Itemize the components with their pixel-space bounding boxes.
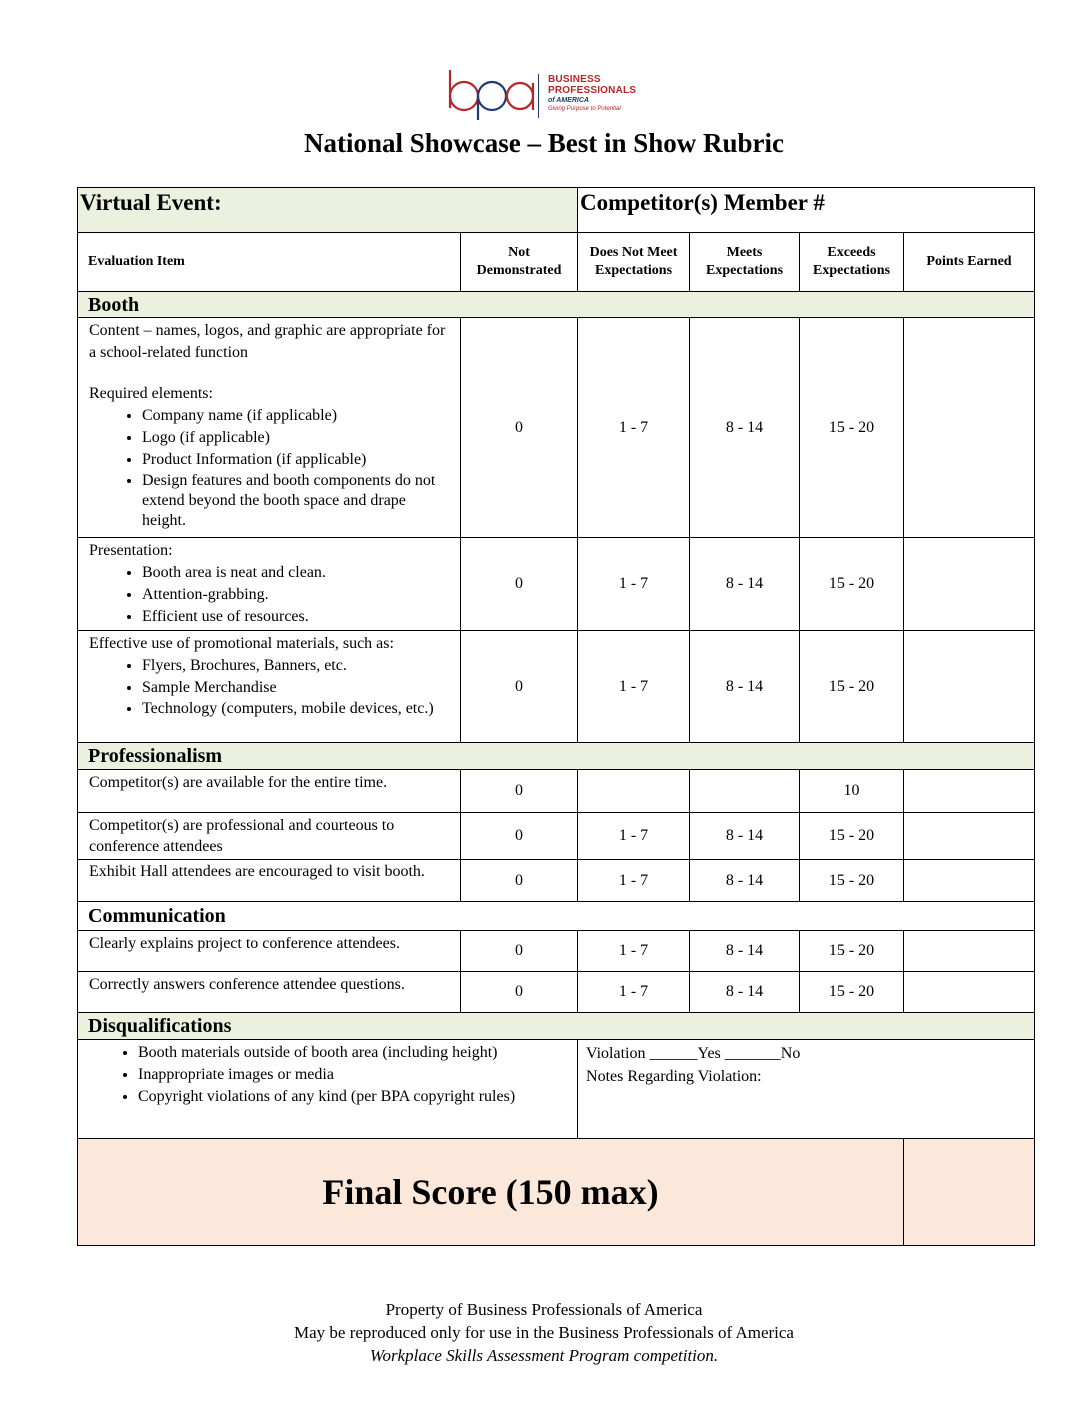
footer-line-1: Property of Business Professionals of America (385, 1300, 703, 1319)
list-item: • Attention-grabbing. (142, 584, 452, 606)
score-cell: 1 - 7 (578, 318, 690, 538)
content-required: Required elements: (89, 385, 213, 402)
score-cell: 1 - 7 (578, 972, 690, 1013)
footer (0, 1298, 1088, 1367)
list-item: • Product Information (if applicable) (142, 449, 452, 471)
content-item (78, 318, 461, 538)
promo-item (78, 631, 461, 743)
professionalism-item: Competitor(s) are professional and courteous to conference attendees (78, 813, 461, 860)
presentation-intro: Presentation: (89, 542, 173, 559)
logo-line-1: BUSINESS (548, 74, 601, 85)
score-cell: 8 - 14 (690, 972, 800, 1013)
score-cell: 0 (461, 860, 578, 902)
header-evaluation-item: Evaluation Item (78, 233, 461, 292)
logo-text (548, 74, 636, 113)
logo-line-2: PROFESSIONALS (548, 85, 637, 96)
list-item: • Company name (if applicable) (142, 405, 452, 427)
score-cell: 10 (800, 770, 904, 813)
score-cell: 1 - 7 (578, 538, 690, 631)
points-earned-cell[interactable] (904, 931, 1035, 972)
competitor-member-label: Competitor(s) Member # (578, 188, 1035, 233)
footer-line-2: May be reproduced only for use in the Business Professionals of America (294, 1323, 794, 1342)
score-cell: 0 (461, 631, 578, 743)
score-cell (690, 770, 800, 813)
score-cell: 8 - 14 (690, 813, 800, 860)
list-item: • Booth materials outside of booth area (including height) (138, 1042, 577, 1064)
list-item: • Sample Merchandise (142, 677, 452, 699)
violation-cell (578, 1040, 1035, 1139)
promo-intro: Effective use of promotional materials, such as: (89, 635, 394, 652)
score-cell: 15 - 20 (800, 538, 904, 631)
section-disqualifications: Disqualifications (78, 1013, 1035, 1040)
presentation-item (78, 538, 461, 631)
header-does-not-meet: Does Not Meet Expectations (578, 233, 690, 292)
points-earned-cell[interactable] (904, 631, 1035, 743)
header-points-earned: Points Earned (904, 233, 1035, 292)
disqualification-list-cell (78, 1040, 578, 1139)
score-cell: 0 (461, 318, 578, 538)
score-cell: 0 (461, 972, 578, 1013)
points-earned-cell[interactable] (904, 860, 1035, 902)
list-item: • Technology (computers, mobile devices, etc.) (142, 699, 452, 719)
section-professionalism: Professionalism (78, 743, 1035, 770)
score-cell: 15 - 20 (800, 860, 904, 902)
score-cell: 0 (461, 931, 578, 972)
header-meets: Meets Expectations (690, 233, 800, 292)
score-cell: 0 (461, 770, 578, 813)
score-cell: 8 - 14 (690, 931, 800, 972)
professionalism-item: Competitor(s) are available for the entire time. (78, 770, 461, 813)
score-cell: 15 - 20 (800, 318, 904, 538)
communication-item: Correctly answers conference attendee questions. (78, 972, 461, 1013)
list-item: • Copyright violations of any kind (per BPA copyright rules) (138, 1086, 577, 1108)
violation-notes-label: Notes Regarding Violation: (586, 1068, 762, 1085)
score-cell: 8 - 14 (690, 318, 800, 538)
document-title: National Showcase – Best in Show Rubric (303, 128, 785, 158)
score-cell: 8 - 14 (690, 860, 800, 902)
score-cell: 0 (461, 538, 578, 631)
points-earned-cell[interactable] (904, 538, 1035, 631)
score-cell: 15 - 20 (800, 931, 904, 972)
header-not-demonstrated: Not Demonstrated (461, 233, 578, 292)
logo-divider (538, 74, 539, 118)
disqualification-bullets (78, 1042, 577, 1108)
logo-line-4: Giving Purpose to Potential (548, 106, 621, 112)
score-cell: 15 - 20 (800, 972, 904, 1013)
rubric-table (77, 187, 1035, 1246)
virtual-event-label: Virtual Event: (78, 188, 578, 233)
score-cell: 1 - 7 (578, 931, 690, 972)
points-earned-cell[interactable] (904, 813, 1035, 860)
list-item: • Flyers, Brochures, Banners, etc. (142, 655, 452, 677)
section-booth: Booth (78, 292, 1035, 318)
score-cell: 15 - 20 (800, 631, 904, 743)
content-bullets (89, 405, 452, 531)
score-cell: 1 - 7 (578, 860, 690, 902)
score-cell: 1 - 7 (578, 813, 690, 860)
score-cell: 1 - 7 (578, 631, 690, 743)
score-cell: 15 - 20 (800, 813, 904, 860)
final-score-label: Final Score (150 max) (78, 1139, 904, 1246)
final-score-value-cell[interactable] (904, 1139, 1035, 1246)
list-item: • Design features and booth components do not extend beyond the booth space and drape height. (142, 471, 452, 531)
points-earned-cell[interactable] (904, 972, 1035, 1013)
list-item: • Inappropriate images or media (138, 1064, 577, 1086)
presentation-bullets (89, 562, 452, 628)
score-cell: 8 - 14 (690, 538, 800, 631)
communication-item: Clearly explains project to conference attendees. (78, 931, 461, 972)
content-intro: Content – names, logos, and graphic are appropriate for a school-related function (89, 322, 446, 361)
violation-line: Violation ______Yes _______No (586, 1045, 801, 1062)
header-exceeds: Exceeds Expectations (800, 233, 904, 292)
list-item: • Booth area is neat and clean. (142, 562, 452, 584)
list-item: • Logo (if applicable) (142, 427, 452, 449)
footer-line-3: Workplace Skills Assessment Program competition. (369, 1346, 719, 1365)
promo-bullets (89, 655, 452, 719)
professionalism-item: Exhibit Hall attendees are encouraged to visit booth. (78, 860, 461, 902)
score-cell (578, 770, 690, 813)
score-cell: 8 - 14 (690, 631, 800, 743)
list-item: • Efficient use of resources. (142, 606, 452, 628)
section-communication: Communication (78, 902, 1035, 931)
score-cell: 0 (461, 813, 578, 860)
points-earned-cell[interactable] (904, 770, 1035, 813)
logo-line-3: of AMERICA (548, 97, 589, 104)
points-earned-cell[interactable] (904, 318, 1035, 538)
